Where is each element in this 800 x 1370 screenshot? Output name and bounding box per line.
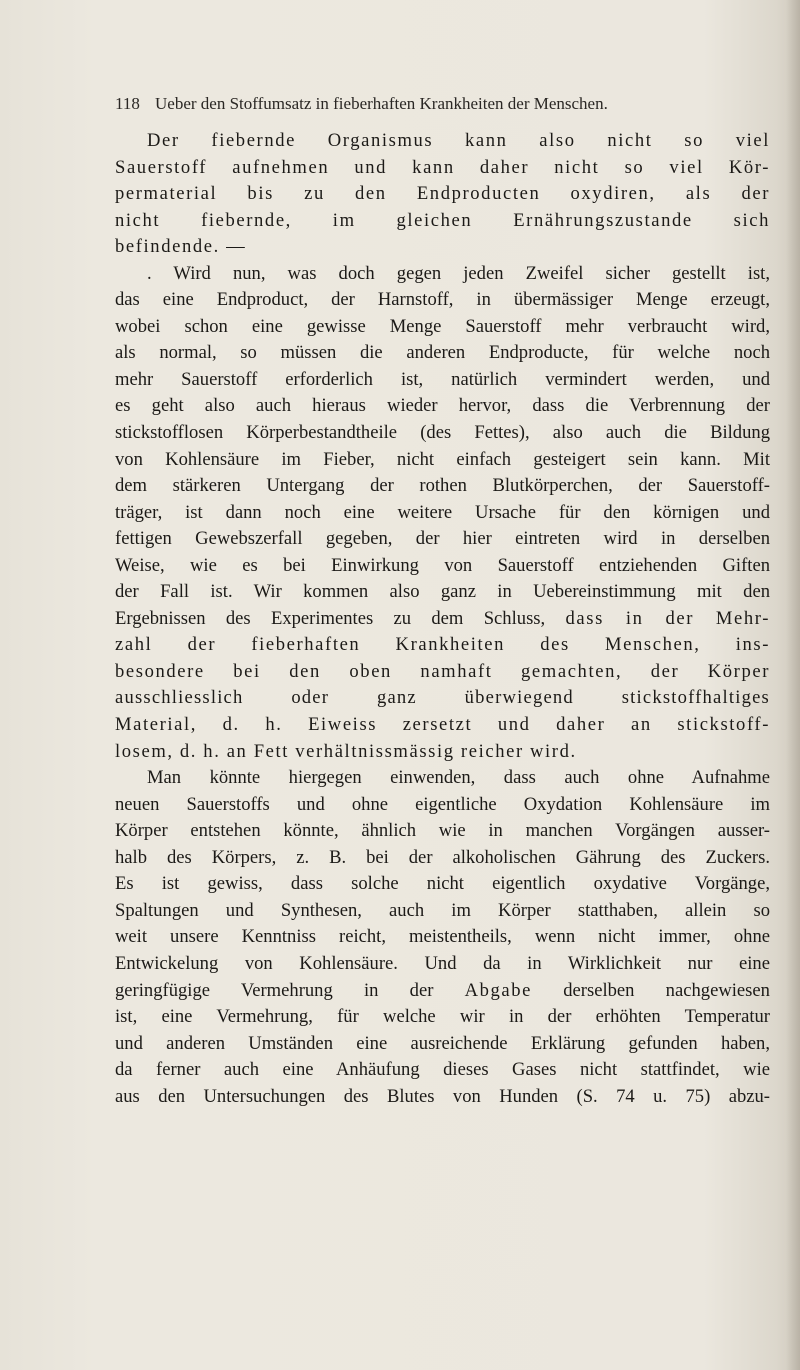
text-line: da ferner auch eine Anhäufung dieses Gases nicht stattfindet, wie (115, 1059, 770, 1081)
text-line: Körper entstehen könnte, ähnlich wie in manchen Vorgängen ausser- (115, 820, 770, 842)
text-line: das eine Endproduct, der Harnstoff, in übermässiger Menge erzeugt, (115, 289, 770, 311)
text-line: aus den Untersuchungen des Blutes von Hunden (S. 74 u. 75) abzu- (115, 1085, 770, 1107)
text-line (115, 978, 770, 1005)
text-line: es geht also auch hieraus wieder hervor, dass die Verbrennung der (115, 395, 770, 417)
text-line: nicht fiebernde, im gleichen Ernährungszustande sich (115, 209, 770, 231)
text-line: Entwickelung von Kohlensäure. Und da in Wirklichkeit nur eine (115, 952, 770, 974)
text-line: wobei schon eine gewisse Menge Sauerstoff mehr verbraucht wird, (115, 315, 770, 337)
text-line: befindende. — (115, 236, 247, 258)
text-line: von Kohlensäure im Fieber, nicht einfach gesteigert sein kann. Mit (115, 448, 770, 470)
text-line: träger, ist dann noch eine weitere Ursache für den körnigen und (115, 501, 770, 523)
text-segment: Ergebnissen des Experimentes zu dem Schluss, (115, 607, 546, 629)
page-number: 118 (115, 94, 140, 113)
emphasized-line: losem, d. h. an Fett verhältnissmässig reicher wird. (115, 740, 577, 762)
paragraph-1 (115, 128, 770, 261)
paragraph-3 (115, 765, 770, 1110)
text-line: neuen Sauerstoffs und ohne eigentliche Oxydation Kohlensäure im (115, 793, 770, 815)
emphasized-line: ausschliesslich oder ganz überwiegend stickstoffhaltiges (115, 687, 770, 709)
emphasized-line: besondere bei den oben namhaft gemachten, der Körper (115, 660, 770, 682)
text-line: dem stärkeren Untergang der rothen Blutkörperchen, der Sauerstoff- (115, 475, 770, 497)
running-title: Ueber den Stoffumsatz in fieberhaften Krankheiten der Menschen. (155, 94, 608, 113)
text-segment: geringfügige Vermehrung in der (115, 979, 434, 1001)
body-text (115, 128, 770, 1110)
text-line: stickstofflosen Körperbestandtheile (des Fettes), also auch die Bildung (115, 422, 770, 444)
text-line: . Wird nun, was doch gegen jeden Zweifel sicher gestellt ist, (147, 262, 770, 284)
page-edge-shadow (786, 0, 800, 1370)
text-line: mehr Sauerstoff erforderlich ist, natürlich vermindert werden, und (115, 368, 770, 390)
text-line: fettigen Gewebszerfall gegeben, der hier eintreten wird in derselben (115, 528, 770, 550)
emphasized-text: Abgabe (464, 979, 533, 1001)
text-line: Sauerstoff aufnehmen und kann daher nicht so viel Kör- (115, 156, 770, 178)
emphasized-text: dass in der Mehr- (565, 607, 771, 629)
text-line: weit unsere Kenntniss reicht, meistentheils, wenn nicht immer, ohne (115, 926, 770, 948)
emphasized-line: Material, d. h. Eiweiss zersetzt und daher an stickstoff- (115, 714, 770, 736)
text-line: der Fall ist. Wir kommen also ganz in Uebereinstimmung mit den (115, 581, 770, 603)
text-line: Man könnte hiergegen einwenden, dass auch ohne Aufnahme (147, 767, 770, 789)
text-line: permaterial bis zu den Endproducten oxydiren, als der (115, 183, 770, 205)
text-line: als normal, so müssen die anderen Endproducte, für welche noch (115, 342, 770, 364)
text-line (115, 606, 770, 633)
text-line: ist, eine Vermehrung, für welche wir in der erhöhten Temperatur (115, 1006, 770, 1028)
text-line: Weise, wie es bei Einwirkung von Sauerstoff entziehenden Giften (115, 554, 770, 576)
running-header (115, 94, 775, 114)
text-line: Spaltungen und Synthesen, auch im Körper statthaben, allein so (115, 899, 770, 921)
paragraph-2 (115, 261, 770, 765)
text-line: halb des Körpers, z. B. bei der alkoholischen Gährung des Zuckers. (115, 846, 770, 868)
text-line: Es ist gewiss, dass solche nicht eigentlich oxydative Vorgänge, (115, 873, 770, 895)
emphasized-line: zahl der fieberhaften Krankheiten des Menschen, ins- (115, 634, 770, 656)
text-segment: derselben nachgewiesen (563, 979, 770, 1001)
text-line: und anderen Umständen eine ausreichende Erklärung gefunden haben, (115, 1032, 770, 1054)
text-line: Der fiebernde Organismus kann also nicht so viel (147, 130, 770, 151)
